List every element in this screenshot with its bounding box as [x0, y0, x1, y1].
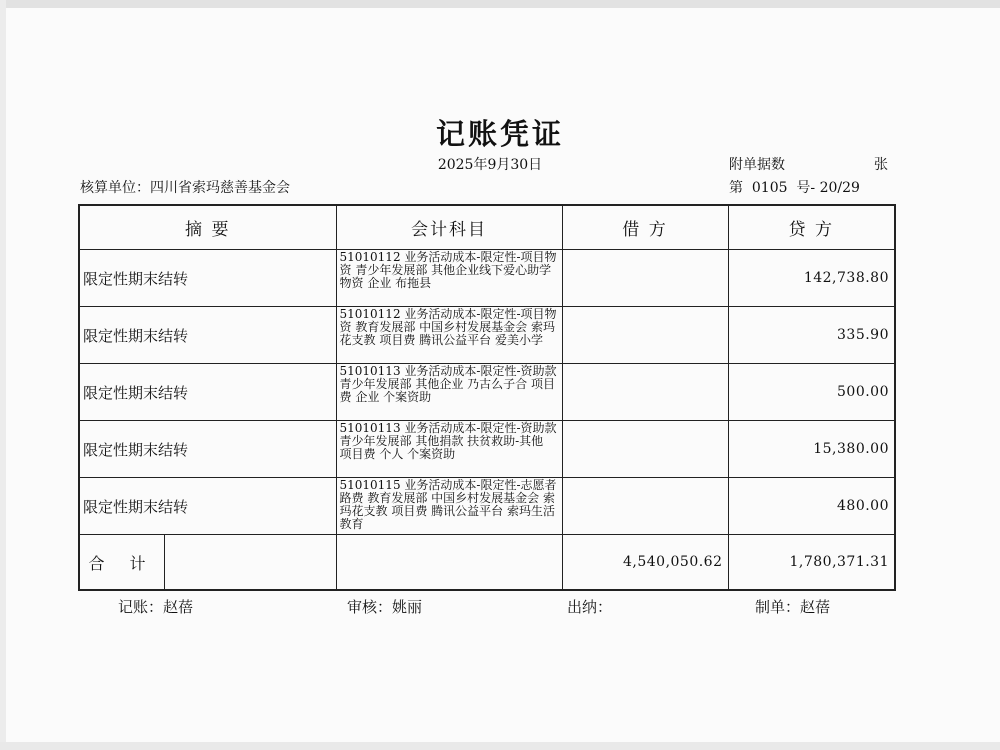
total-debit: 4,540,050.62 [562, 535, 728, 591]
row-account: 51010112 业务活动成本-限定性-项目物资 青少年发展部 其他企业线下爱心助学 物资 企业 布拖县 [336, 250, 562, 307]
preparer-signature: 制单：赵蓓 [755, 598, 831, 616]
voucher-number: 第 0105 号- 20/29 [729, 180, 860, 196]
table-row [79, 421, 895, 478]
ledger-table [78, 204, 896, 591]
attachment-unit: 张 [874, 157, 888, 173]
cashier-signature: 出纳： [567, 598, 613, 616]
reviewer-signature: 审核：姚丽 [347, 598, 423, 616]
row-debit [562, 364, 728, 421]
row-credit: 480.00 [728, 478, 895, 535]
row-summary: 限定性期末结转 [79, 421, 336, 478]
row-summary: 限定性期末结转 [79, 250, 336, 307]
row-debit [562, 478, 728, 535]
row-credit: 142,738.80 [728, 250, 895, 307]
scan-edge-top [0, 0, 1000, 8]
row-debit [562, 421, 728, 478]
table-row [79, 250, 895, 307]
total-label: 合 计 [80, 535, 165, 589]
table-row [79, 364, 895, 421]
row-account: 51010115 业务活动成本-限定性-志愿者路费 教育发展部 中国乡村发展基金会 索玛花支教 项目费 腾讯公益平台 索玛生活教育 [336, 478, 562, 535]
row-credit: 15,380.00 [728, 421, 895, 478]
header-debit: 借 方 [562, 205, 728, 250]
table-header-row [79, 205, 895, 250]
header-summary: 摘 要 [79, 205, 336, 250]
row-credit: 335.90 [728, 307, 895, 364]
row-summary: 限定性期末结转 [79, 307, 336, 364]
row-account: 51010113 业务活动成本-限定性-资助款 青少年发展部 其他捐款 扶贫救助-其他 项目费 个人 个案资助 [336, 421, 562, 478]
bookkeeper-signature: 记账：赵蓓 [118, 598, 194, 616]
row-account: 51010113 业务活动成本-限定性-资助款 青少年发展部 其他企业 乃古么子合 项目费 企业 个案资助 [336, 364, 562, 421]
row-account: 51010112 业务活动成本-限定性-项目物资 教育发展部 中国乡村发展基金会 索玛花支教 项目费 腾讯公益平台 爱美小学 [336, 307, 562, 364]
attachment-label: 附单据数 [729, 157, 785, 173]
row-summary: 限定性期末结转 [79, 364, 336, 421]
header-account: 会计科目 [336, 205, 562, 250]
scan-edge-bottom [0, 742, 1000, 750]
header-credit: 贷 方 [728, 205, 895, 250]
unit-label: 核算单位： [80, 180, 150, 196]
accounting-unit [80, 177, 290, 197]
total-account-blank [336, 535, 562, 591]
table-row [79, 307, 895, 364]
row-debit [562, 250, 728, 307]
voucher-title: 记账凭证 [435, 117, 564, 151]
unit-name: 四川省索玛慈善基金会 [150, 180, 290, 196]
row-summary: 限定性期末结转 [79, 478, 336, 535]
total-row [79, 535, 895, 591]
row-debit [562, 307, 728, 364]
table-row [79, 478, 895, 535]
row-credit: 500.00 [728, 364, 895, 421]
total-label-cell [79, 535, 336, 591]
voucher-date: 2025年9月30日 [437, 157, 543, 173]
total-credit: 1,780,371.31 [728, 535, 895, 591]
